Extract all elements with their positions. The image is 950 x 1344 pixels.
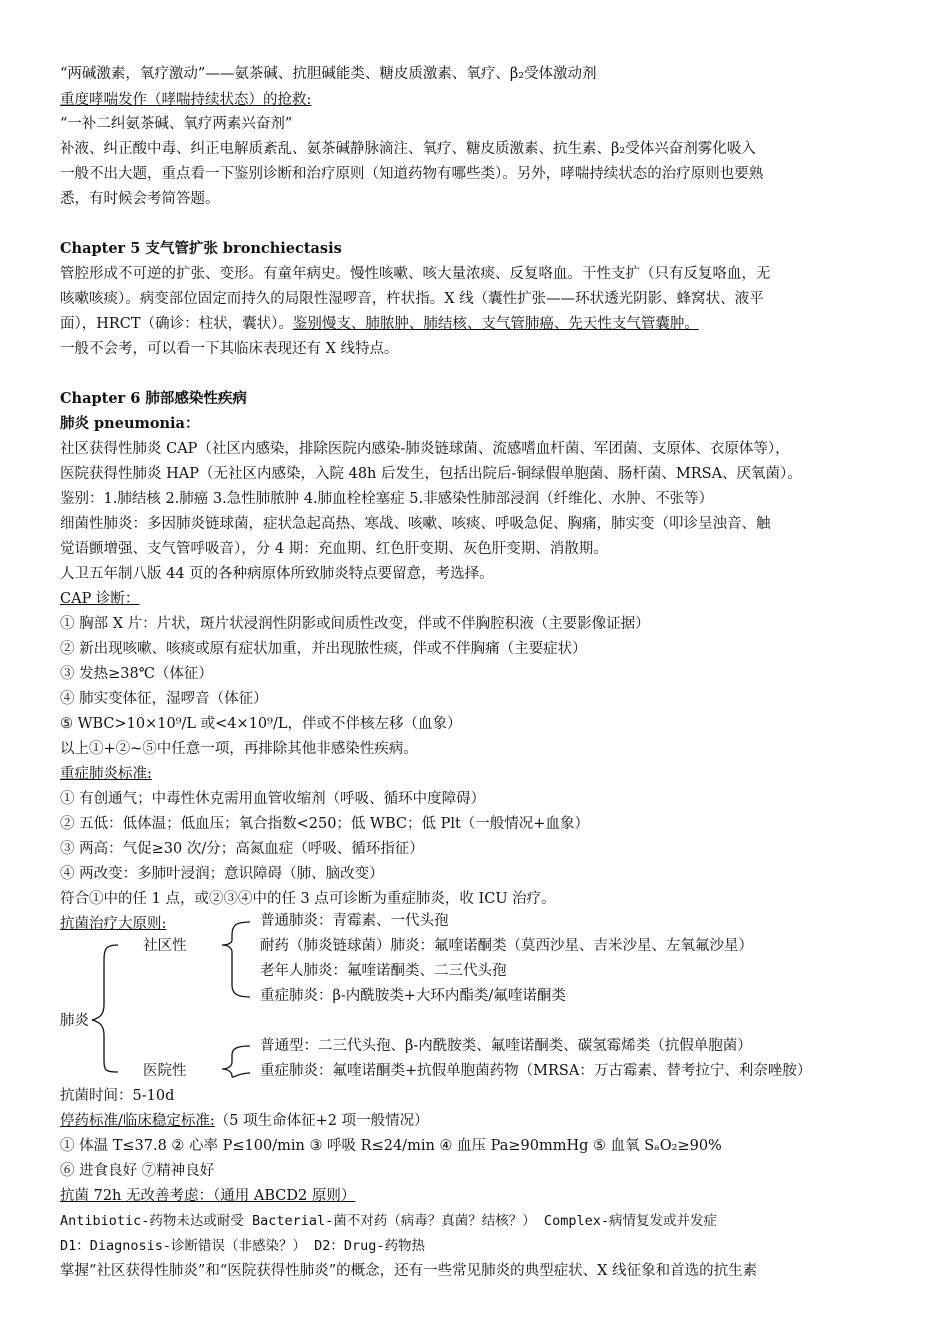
list-item: ② 五低：低体温；低血压；氧合指数<250；低 WBC；低 Plt（一般情况+血象） [60, 816, 589, 832]
stop-criteria-heading: 停药标准/临床稳定标准: [60, 1113, 215, 1129]
list-item: ② 新出现咳嗽、咳痰或原有症状加重，并出现脓性痰，伴或不伴胸痛（主要症状） [60, 641, 587, 657]
tree-item: 耐药（肺炎链球菌）肺炎：氟喹诺酮类（莫西沙星、吉米沙星、左氧氟沙星） [260, 938, 753, 954]
text-line: “一补二纠氨茶碱、氧疗两素兴奋剂” [60, 116, 293, 132]
list-item: ④ 肺实变体征，湿啰音（体征） [60, 691, 268, 707]
tree-item: 普通型：二三代头孢、β-内酰胺类、氟喹诺酮类、碳氢霉烯类（抗假单胞菌） [260, 1038, 752, 1054]
differential-diagnosis: 鉴别慢支、肺脓肿、肺结核、支气管肺癌、先天性支气管囊肿。 [292, 316, 699, 332]
text-line: 掌握“社区获得性肺炎”和“医院获得性肺炎”的概念，还有一些常见肺炎的典型症状、X 线征象和首选的抗生素 [60, 1263, 758, 1279]
tree-item: 老年人肺炎：氟喹诺酮类、二三代头孢 [260, 963, 507, 979]
text-line: 人卫五年制八版 44 页的各种病原体所致肺炎特点要留意，考选择。 [60, 566, 494, 582]
text-line: 细菌性肺炎：多因肺炎链球菌，症状急起高热、寒战、咳嗽、咳痰、呼吸急促、胸痛，肺实变（叩诊呈浊音、触 [60, 516, 771, 532]
text-line: 符合①中的任 1 点，或②③④中的任 3 点可诊断为重症肺炎，收 ICU 治疗。 [60, 891, 556, 907]
text-span: 面），HRCT（确诊：柱状，囊状）。 [60, 316, 293, 332]
text-line: D1：Diagnosis-诊断错误（非感染？） D2：Drug-药物热 [60, 1238, 426, 1254]
tree-item: 普通肺炎：青霉素、一代头孢 [260, 913, 449, 929]
list-item: ① 有创通气；中毒性休克需用血管收缩剂（呼吸、循环中度障碍） [60, 791, 486, 807]
list-item: ④ 两改变：多肺叶浸润；意识障碍（肺、脑改变） [60, 866, 384, 882]
text-line: ⑥ 进食良好 ⑦精神良好 [60, 1163, 215, 1179]
tree-community-label: 社区性 [143, 938, 187, 954]
tree-item: 重症肺炎：氟喹诺酮类+抗假单胞菌药物（MRSA：万古霉素、替考拉宁、利奈唑胺） [260, 1063, 812, 1079]
community-brace [222, 922, 250, 997]
pneumonia-heading: 肺炎 pneumonia： [60, 415, 200, 432]
chapter-5-title: Chapter 5 支气管扩张 bronchiectasis [60, 240, 342, 257]
root-brace [92, 945, 118, 1072]
list-item: ① 胸部 X 片：片状，斑片状浸润性阴影或间质性改变，伴或不伴胸腔积液（主要影像证据） [60, 616, 650, 632]
text-line: “两碱激素，氧疗激动”——氨茶碱、抗胆碱能类、糖皮质激素、氧疗、β₂受体激动剂 [60, 66, 597, 82]
text-line: 悉，有时候会考简答题。 [60, 191, 220, 207]
tree-item: 重症肺炎：β-内酰胺类+大环内酯类/氟喹诺酮类 [260, 988, 566, 1004]
text-line: 补液、纠正酸中毒、纠正电解质紊乱、氨茶碱静脉滴注、氧疗、糖皮质激素、抗生素、β₂受体兴奋剂雾化吸入 [60, 141, 756, 157]
text-line: 觉语颤增强、支气管呼吸音），分 4 期：充血期、红色肝变期、灰色肝变期、消散期。 [60, 541, 608, 557]
list-item: ⑤ WBC>10×10⁹/L 或<4×10⁹/L，伴或不伴核左移（血象） [60, 716, 462, 732]
section-heading: 重度哮喘发作（哮喘持续状态）的抢救: [60, 92, 312, 108]
text-line: 以上①+②~⑤中任意一项，再排除其他非感染性疾病。 [60, 741, 418, 757]
text-line: ① 体温 T≤37.8 ② 心率 P≤100/min ③ 呼吸 R≤24/min ④ 血压 Pa≥90mmHg ⑤ 血氧 SₐO₂≥90% [60, 1138, 722, 1154]
no-improvement-heading: 抗菌 72h 无改善考虑：（通用 ABCD2 原则） [60, 1188, 356, 1204]
tree-hospital-label: 医院性 [143, 1063, 187, 1079]
text-line: 社区获得性肺炎 CAP（社区内感染，排除医院内感染-肺炎链球菌、流感嗜血杆菌、军团菌、支原体、衣原体等）， [60, 441, 790, 457]
antibiotic-principle-heading: 抗菌治疗大原则: [60, 916, 167, 932]
text-line: 一般不出大题，重点看一下鉴别诊断和治疗原则（知道药物有哪些类）。另外，哮喘持续状态的治疗原则也要熟 [60, 166, 764, 182]
text-line: 抗菌时间：5-10d [60, 1088, 175, 1104]
text-line: 鉴别：1.肺结核 2.肺癌 3.急性肺脓肿 4.肺血栓栓塞症 5.非感染性肺部浸润（纤维化、水肿、不张等） [60, 491, 714, 507]
text-line: 咳嗽咳痰）。病变部位固定而持久的局限性湿啰音，杵状指。X 线（囊性扩张——环状透光阴影、蜂窝状、液平 [60, 291, 764, 307]
tree-root-label: 肺炎 [60, 1013, 89, 1029]
text-line: 医院获得性肺炎 HAP（无社区内感染，入院 48h 后发生，包括出院后-铜绿假单胞菌、肠杆菌、MRSA、厌氧菌）。 [60, 466, 802, 482]
text-line [60, 1111, 429, 1131]
text-line: 管腔形成不可逆的扩张、变形。有童年病史。慢性咳嗽、咳大量浓痰、反复咯血。干性支扩（只有反复咯血，无 [60, 266, 771, 282]
text-line: Antibiotic-药物未达或耐受 Bacterial-菌不对药（病毒？真菌？结核？） Complex-病情复发或并发症 [60, 1213, 717, 1229]
list-item: ③ 发热≥38℃（体征） [60, 666, 213, 682]
chapter-6-title: Chapter 6 肺部感染性疾病 [60, 390, 247, 407]
text-span: （5 项生命体征+2 项一般情况） [214, 1113, 429, 1129]
hospital-brace [222, 1046, 250, 1077]
cap-diagnosis-heading: CAP 诊断： [60, 591, 140, 607]
list-item: ③ 两高：气促≥30 次/分；高氮血症（呼吸、循环指征） [60, 841, 424, 857]
text-line: 一般不会考，可以看一下其临床表现还有 X 线特点。 [60, 341, 399, 357]
severe-criteria-heading: 重症肺炎标准: [60, 766, 152, 782]
